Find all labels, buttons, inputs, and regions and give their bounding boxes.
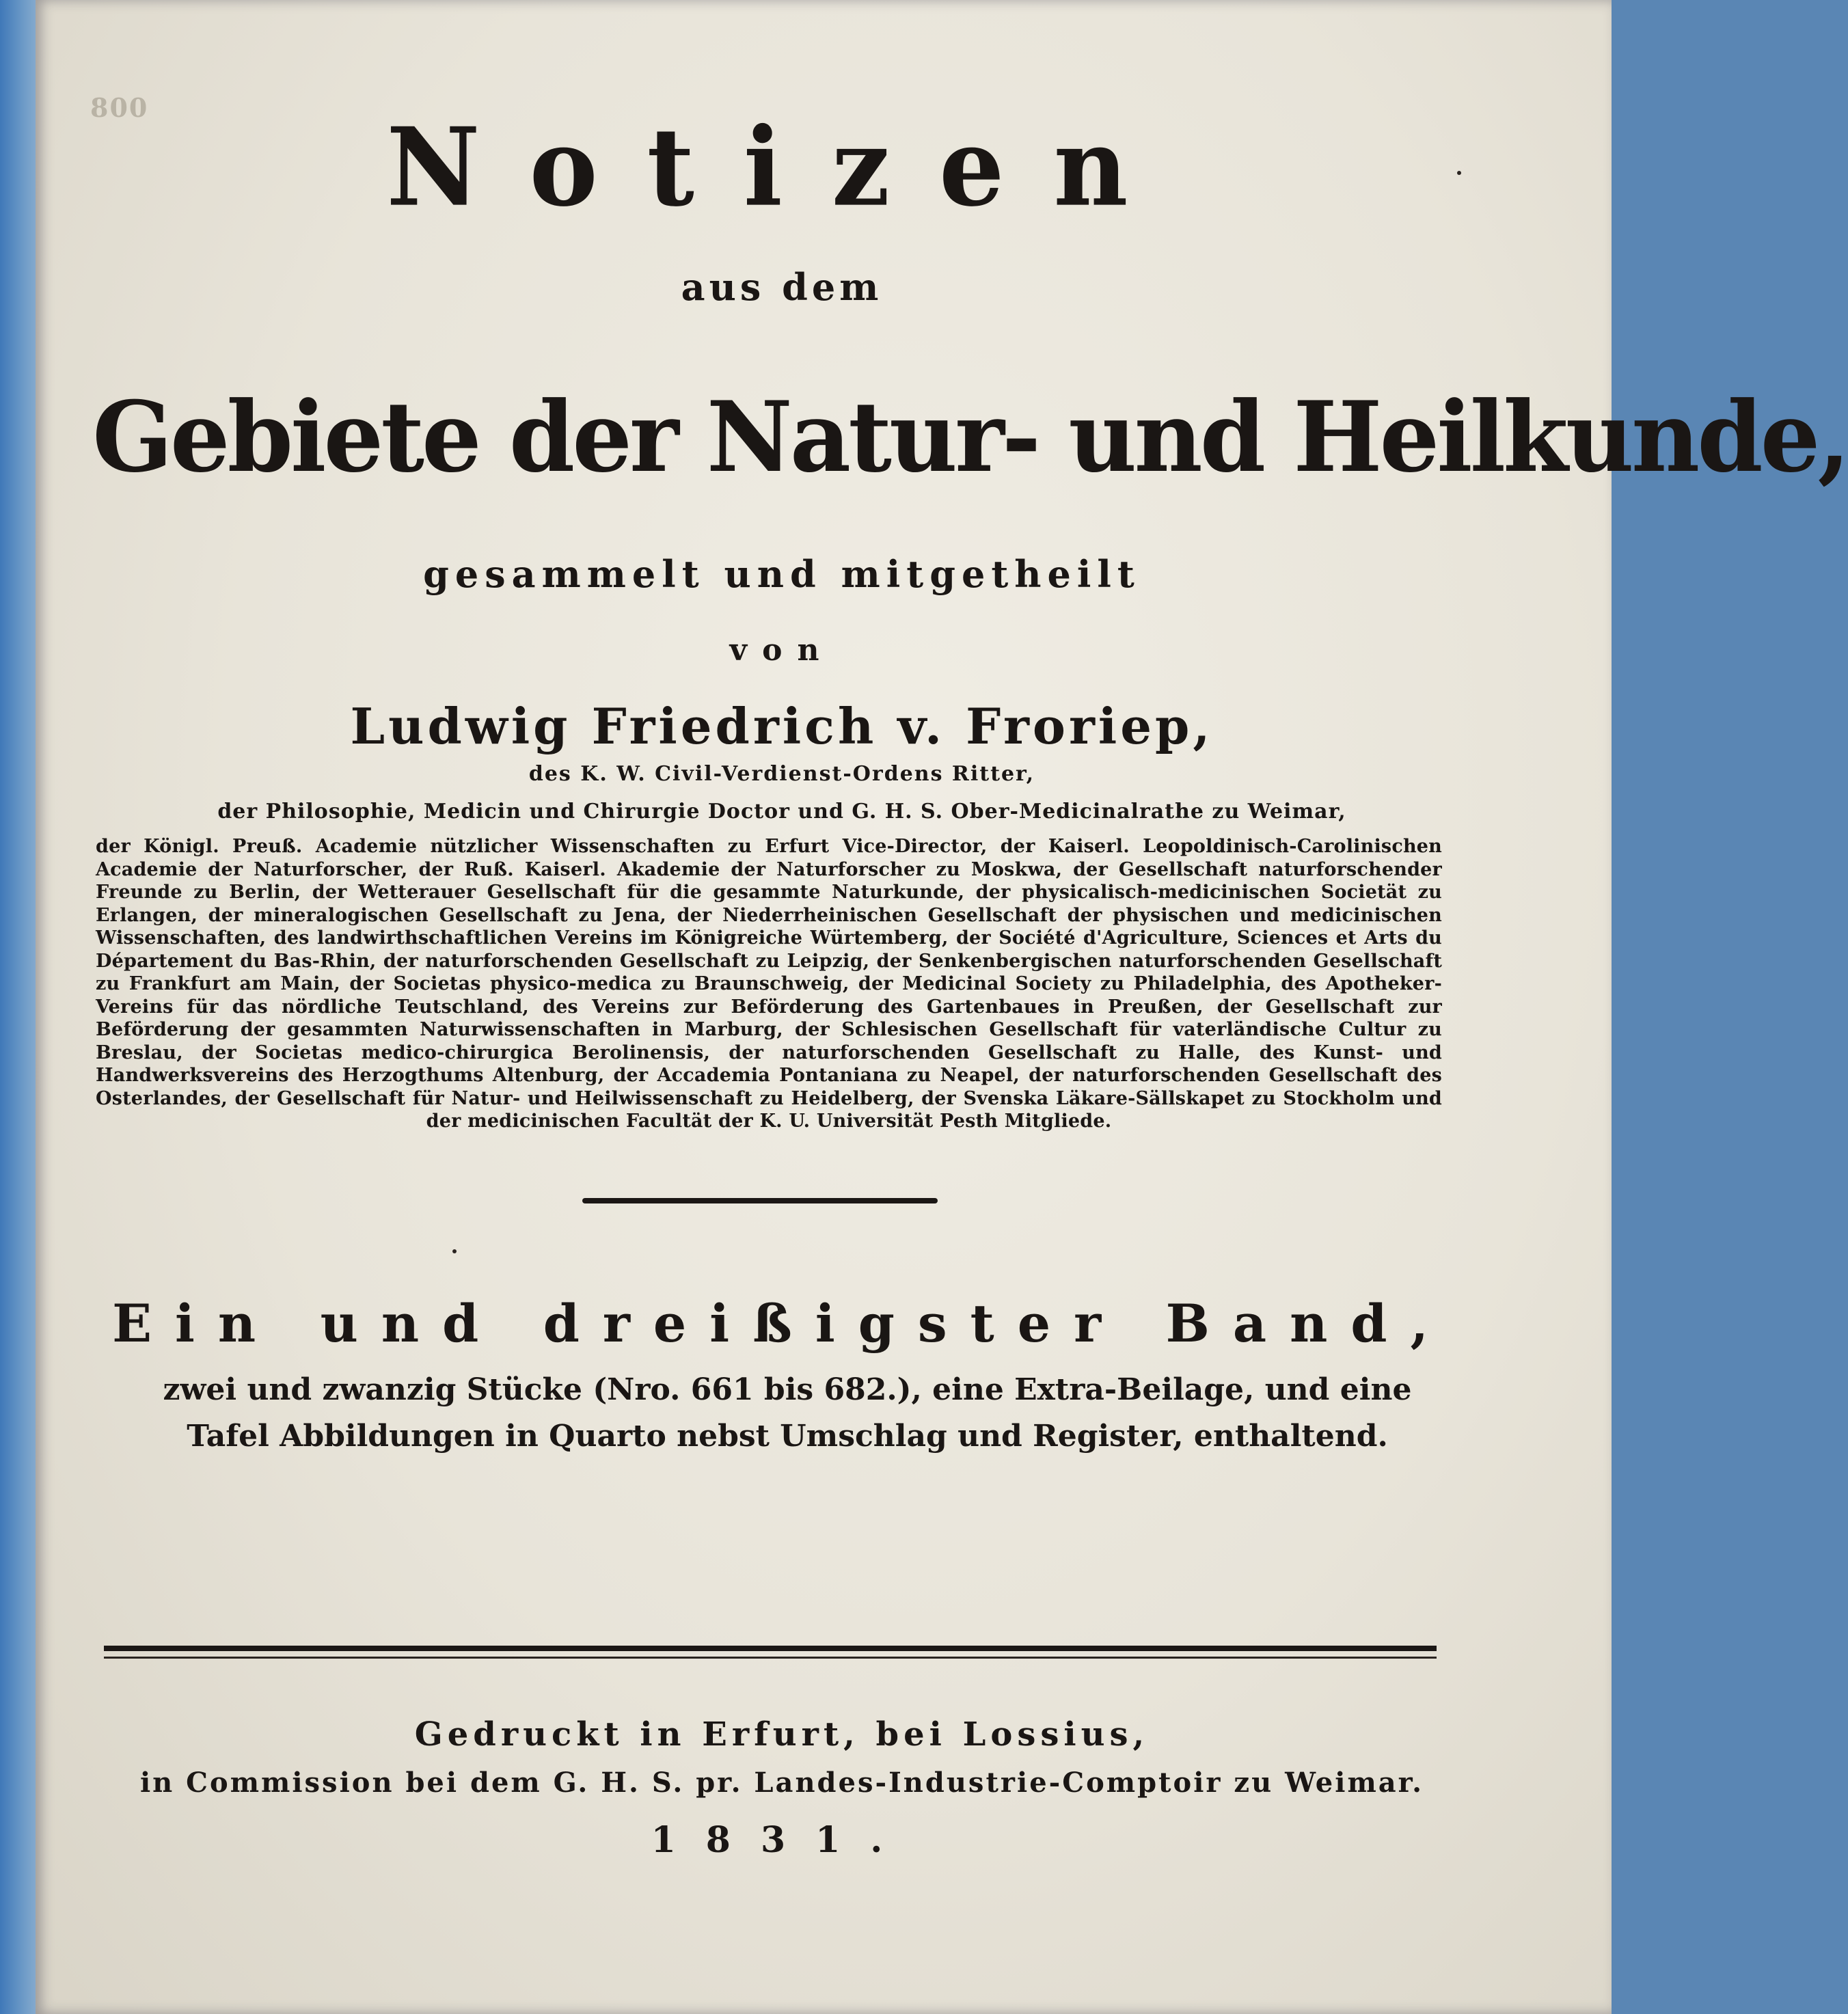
- book-edge: [0, 0, 41, 2014]
- page-number: 800: [90, 92, 149, 123]
- paper-speck: [1457, 171, 1461, 175]
- double-divider-rule: [104, 1646, 1437, 1666]
- author-name: Ludwig Friedrich v. Froriep,: [350, 697, 1214, 755]
- volume-title: Ein und dreißigster Band,: [112, 1293, 1452, 1354]
- thick-rule: [104, 1646, 1437, 1651]
- volume-contents: zwei und zwanzig Stücke (Nro. 661 bis 682.), eine Extra-Beilage, und eine Tafel Abbildungen in Quarto nebst Umschlag und Register, enthaltend.: [163, 1372, 1412, 1454]
- author-order: des K. W. Civil-Verdienst-Ordens Ritter,: [528, 762, 1035, 786]
- commission-line: in Commission bei dem G. H. S. pr. Landes-Industrie-Comptoir zu Weimar.: [139, 1767, 1424, 1799]
- main-title: Notizen: [386, 104, 1178, 231]
- publication-year: 1831.: [651, 1819, 913, 1861]
- thin-rule: [104, 1657, 1437, 1659]
- printer-line: Gedruckt in Erfurt, bei Lossius,: [414, 1715, 1150, 1754]
- gesammelt-line: gesammelt und mitgetheilt: [423, 552, 1141, 596]
- von-line: von: [729, 633, 834, 668]
- aus-dem-line: aus dem: [681, 265, 883, 309]
- paper-speck: [452, 1249, 457, 1253]
- author-memberships: der Königl. Preuß. Academie nützlicher Wissenschaften zu Erfurt Vice-Director, der Kaiserl. Leopoldinisch-Carolinischen Academie der Naturforscher, der Ruß. Kaiserl. Akademie der Naturforscher zu Moskwa, der Gesellschaft naturforschender Freunde zu Berlin, der Wetterauer Gesellschaft für die gesammte Naturkunde, der physicalisch-medicinischen Societät zu Erlangen, der mineralogischen Gesellschaft zu Jena, der Niederrheinischen Gesellschaft der physischen und medicinischen Wissenschaften, des landwirthschaftlichen Vereins im Königreiche Würtemberg, der Société d'Agriculture, Sciences et Arts du Département du Bas-Rhin, der naturforschenden Gesellschaft zu Leipzig, der Senkenbergischen naturforschenden Gesellschaft zu Frankfurt am Main, der Societas physico-medica zu Braunschweig, der Medicinal Society zu Philadelphia, des Apotheker-Vereins für das nördliche Teutschland, des Vereins zur Beförderung des Gartenbaues in Preußen, der Gesellschaft zur Beförderung der gesammten Naturwissenschaften in Marburg, der Schlesischen Gesellschaft für vaterländische Cultur zu Breslau, der Societas medico-chirurgica Berolinensis, der naturforschenden Gesellschaft zu Halle, des Kunst- und Handwerksvereins des Herzogthums Altenburg, der Accademia Pontaniana zu Neapel, der naturforschenden Gesellschaft des Osterlandes, der Gesellschaft für Natur- und Heilwissenschaft zu Heidelberg, der Svenska Läkare-Sällskapet zu Stockholm und der medicinischen Facultät der K. U. Universität Pesth Mitgliede.: [96, 836, 1442, 1132]
- author-titles: der Philosophie, Medicin und Chirurgie Doctor und G. H. S. Ober-Medicinalrathe zu Weimar,: [217, 800, 1346, 824]
- subtitle: Gebiete der Natur- und Heilkunde,: [92, 381, 1848, 494]
- title-page: [36, 0, 1848, 2014]
- divider-rule: [582, 1198, 938, 1203]
